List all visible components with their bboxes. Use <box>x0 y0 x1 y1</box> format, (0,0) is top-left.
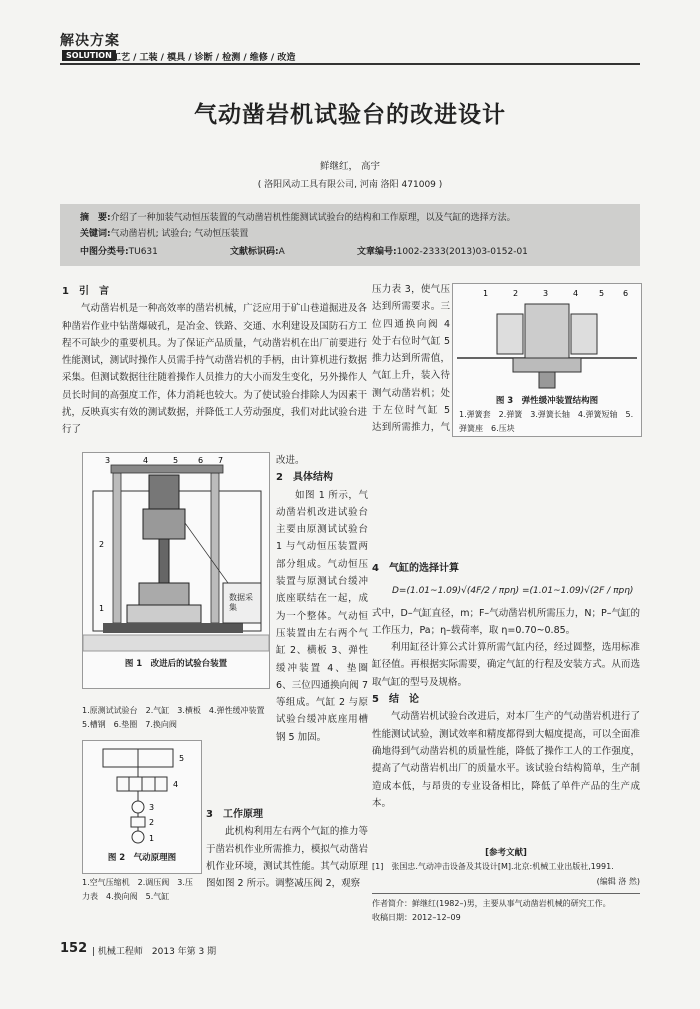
data-acquisition-label: 数据采集 <box>229 593 253 612</box>
section-2-heading: 2 具体结构 <box>276 472 333 484</box>
clc-line <box>80 244 158 257</box>
article-number-value: 1002-2333(2013)03-0152-01 <box>396 247 528 257</box>
section-5-heading: 5 结 论 <box>372 694 419 706</box>
affiliation: ( 洛阳风动工具有限公司, 河南 洛阳 471009 ) <box>257 180 443 190</box>
doc-code-line <box>230 244 285 257</box>
fig1-label-5: 5 <box>173 456 179 465</box>
category-line: 工艺 / 工装 / 模具 / 诊断 / 检测 / 维修 / 改造 <box>112 53 296 63</box>
fig1-label-4: 4 <box>143 456 149 465</box>
fig2-label-4: 4 <box>173 780 179 789</box>
abstract-label: 摘 要: <box>80 213 111 223</box>
pneumatic-schematic <box>83 741 201 846</box>
keywords-line <box>80 226 248 239</box>
fig3-label-2: 2 <box>513 289 519 298</box>
section-1-heading: 1 引 言 <box>62 286 109 297</box>
paragraph-structure: 如图 1 所示，气动凿岩机改进试验台主要由原测试试验台 1 与气动恒压装置两部分组成。气动恒压装置与原测试台缓冲底座联结在一起，成为一个整体。气动恒压装置由左右两个气缸 2、横板 3、弹性缓冲装置 4、垫圈 6、三位四通换向阀 7 等组成。气缸 2 与原试验台缓冲底座用槽钢 5 加固。 <box>276 489 368 743</box>
article-title: 气动凿岩机试验台的改进设计 <box>194 102 506 128</box>
keywords-text: 气动凿岩机; 试验台; 气动恒压装置 <box>110 229 249 239</box>
clc-label: 中图分类号: <box>80 247 129 257</box>
fig1-label-2: 2 <box>99 540 105 549</box>
section-title: 解决方案 <box>60 33 120 49</box>
right-column-main <box>372 281 640 436</box>
figure-1-legend: 1.原测试试验台 2.气缸 3.横板 4.弹性缓冲装置 5.槽钢 6.垫圈 7.换向阀 <box>82 706 273 729</box>
fig3-label-5: 5 <box>599 289 605 298</box>
header-rule <box>60 63 640 65</box>
fig1-label-1: 1 <box>99 604 105 613</box>
paragraph-intro-end: 改进。 <box>276 455 305 466</box>
fig2-label-3: 3 <box>149 803 155 812</box>
editor-note: (编辑 洛 然) <box>596 877 640 886</box>
paragraph-operation: 压力表 3，使气压达到所需要求。三位四通换向阀 4 处于右位时气缸 5 推力达到所需值，气缸上升，装入待测气动凿岩机；处于左位时气缸 5 达到所需推力，气 <box>372 284 450 434</box>
right-column-continued <box>372 440 640 812</box>
article-number-label: 文章编号: <box>357 247 397 257</box>
fig3-label-3: 3 <box>543 289 549 298</box>
page-number: 152 <box>60 941 88 956</box>
section-3-heading: 3 工作原理 <box>206 809 263 820</box>
fig1-label-6: 6 <box>198 456 204 465</box>
paragraph-formula-vars: 式中，D–气缸直径，m；F–气动凿岩机所需压力，N；P–气缸的工作压力，Pa；η–载荷率，取 η=0.70~0.85。 <box>372 607 640 636</box>
left-column-middle <box>276 452 368 746</box>
paragraph-conclusion: 气动凿岩机试验台改进后，对本厂生产的气动凿岩机进行了性能测试试验，测试效率和精度都得到大幅度提高，可以全面准确地得到气动凿岩机的质量性能，降低了操作工人的工作强度，提高了气动凿岩机出厂的质量水平。该试验台结构简单，生产制造成本低，与昂贵的专业设备相比，降低了单件产品的生产成本。 <box>372 711 640 809</box>
paragraph-selection: 利用缸径计算公式计算所需气缸内径，经过圆整，选用标准缸径值。再根据实际需要，确定气缸的行程及安装方式。从而选取气缸的型号及规格。 <box>372 642 640 688</box>
fig2-label-2: 2 <box>149 818 155 827</box>
figure-2-caption: 图 2 气动原理图 <box>107 853 177 863</box>
paragraph-intro: 气动凿岩机是一种高效率的凿岩机械，广泛应用于矿山巷道掘进及各种凿岩作业中钻凿爆破孔，是冶金、铁路、交通、水利建设及国防石方工程不可缺少的重要机具。为了保证产品质量，气动凿岩机在出厂前要进行性能测试，测试时操作人员需手持气动凿岩机的手柄，由计算机进行数据采集。但测试数据往往随着操作人员推力的大小而发生变化，另外操作人员长时间的高强度工作，体力消耗也较大。为了使试验台排除人为因素干扰，反映真实有效的测试数据，并降低工人劳动强度，我们对此试验台进行了 <box>62 303 367 436</box>
fig3-label-4: 4 <box>573 289 579 298</box>
article-number-line <box>357 244 528 257</box>
figure-1 <box>82 452 270 689</box>
figure-3-legend: 1.弹簧套 2.弹簧 3.弹簧长轴 4.弹簧短轴 5.弹簧座 6.压块 <box>459 410 634 433</box>
left-column-bottom <box>206 806 368 892</box>
abstract-line <box>80 210 630 223</box>
received-date: 收稿日期：2012–12–09 <box>372 913 461 922</box>
reference-1: [1] 张国忠.气动冲击设备及其设计[M].北京:机械工业出版社,1991. <box>372 862 614 871</box>
figure-1-caption: 图 1 改进后的试验台装置 <box>124 659 228 669</box>
test-bench-diagram <box>83 453 269 688</box>
fig3-label-1: 1 <box>483 289 489 298</box>
keywords-label: 关键词: <box>80 229 111 239</box>
doc-code-value: A <box>278 247 285 257</box>
section-4-heading: 4 气缸的选择计算 <box>372 563 459 574</box>
fig2-label-5: 5 <box>179 754 185 763</box>
abstract-text: 介绍了一种加装气动恒压装置的气动凿岩机性能测试试验台的结构和工作原理，以及气缸的选择方法。 <box>110 213 516 223</box>
clc-value: TU631 <box>128 247 158 257</box>
left-column-top <box>62 283 367 439</box>
solution-badge: SOLUTION <box>62 50 116 61</box>
cylinder-formula: D=(1.01~1.09)√(4F/2 / πpη) =(1.01~1.09)√(2F / πpη) <box>392 586 634 597</box>
author-note: 作者简介：鲜继红(1982–)男，主要从事气动凿岩机械的研究工作。 <box>372 899 611 908</box>
authors: 鲜继红， 高宇 <box>319 161 381 172</box>
paragraph-principle: 此机构利用左右两个气缸的推力等于凿岩机作业所需推力，模拟气动凿岩机作业环境，测试其性能。其气动原理图如图 2 所示。调整减压阀 2，观察 <box>206 826 368 890</box>
fig2-label-1: 1 <box>149 834 155 843</box>
figure-2 <box>82 740 202 874</box>
notes-divider <box>372 893 640 894</box>
journal-info: | 机械工程师 2013 年第 3 期 <box>92 947 217 957</box>
figure-2-legend: 1.空气压缩机 2.调压阀 3.压力表 4.换向阀 5.气缸 <box>82 878 193 901</box>
fig3-label-6: 6 <box>623 289 629 298</box>
fig1-label-3: 3 <box>105 456 111 465</box>
references-heading: [参考文献] <box>485 848 527 858</box>
figure-3-caption: 图 3 弹性缓冲装置结构图 <box>495 396 599 406</box>
doc-code-label: 文献标识码: <box>230 247 279 257</box>
fig1-label-7: 7 <box>218 456 224 465</box>
